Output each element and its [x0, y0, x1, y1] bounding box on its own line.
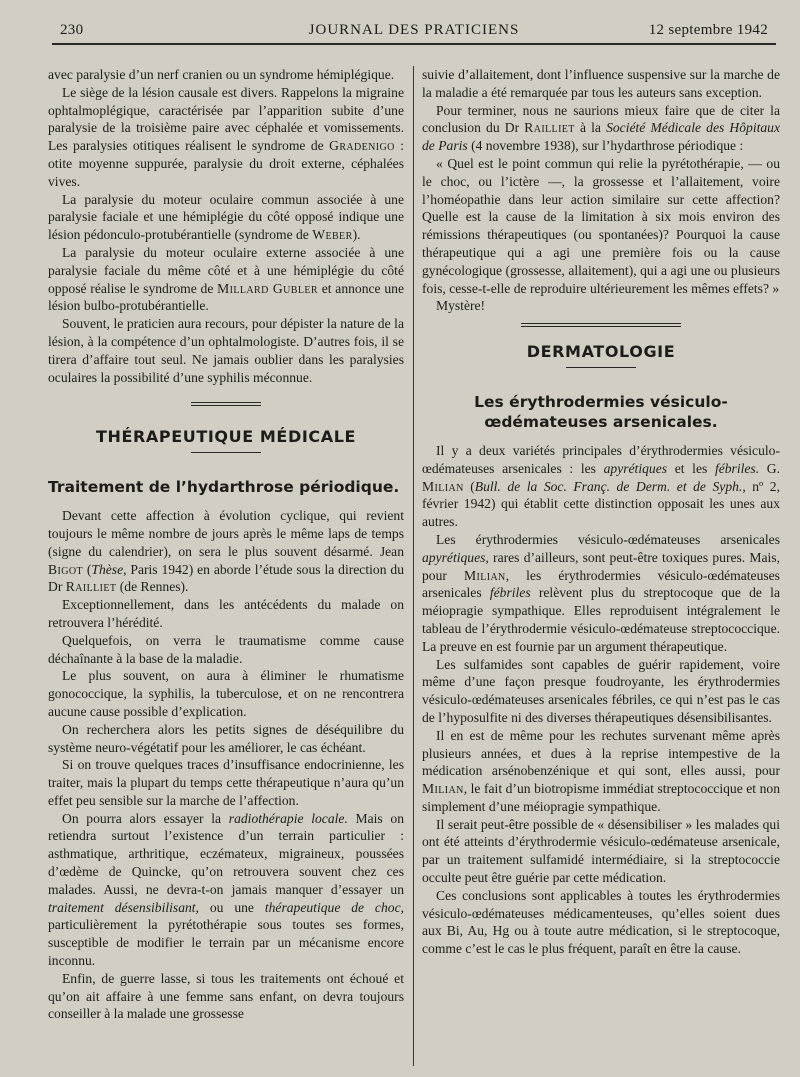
author-name: Gradenigo [329, 138, 395, 154]
paragraph: La paralysie du moteur oculaire commun associée à une paralysie faciale et une hémiplégie du côté opposé indique une lésion pédonculo-protubérantielle (syndrome de Weber). [48, 191, 404, 243]
paragraph: On pourra alors essayer la radiothérapie locale. Mais on retiendra surtout l’existence d’un terrain particulier : asthmatique, arthritique, eczémateux, migraineux, poussées d’œdème de Quincke, qu’on retrouvera souvent chez ces malades. Aussi, ne devra-t-on jamais manquer d’essayer un traitement désensibilisant, ou une thérapeutique de choc, particulièrement la pyrétothérapie sous toutes ses formes, susceptible de modifier le terrain par un mécanisme encore inconnu. [48, 810, 404, 969]
end-rule [521, 323, 681, 324]
right-column [422, 66, 780, 958]
end-rule [191, 402, 261, 406]
paragraph: Le siège de la lésion causale est divers. Rappelons la migraine ophtalmoplégique, caractérisée par l’apparition subite d’une paralysie de la troisième paire avec céphalée et vomissements. Les paralysies otitiques réalisent le syndrome de Gradenigo : otite moyenne suppurée, paralysie du droit externe, céphalées vives. [48, 84, 404, 189]
section-title: DERMATOLOGIE [526, 342, 676, 362]
end-rule [521, 326, 681, 327]
issue-date: 12 septembre 1942 [648, 22, 768, 38]
author-name: Milian [422, 781, 464, 797]
section-rule [191, 452, 261, 453]
author-name: Milian [463, 567, 506, 583]
quotation: « Quel est le point commun qui relie la pyrétothérapie, — ou le choc, ou l’ictère —, la grossesse et l’allaitement, voire l’homéopathie dans leur action similaire sur cette affection? Quelle est la cause de la limitation à six mois environ des rémissions thérapeutiques (ou spontanées)? Pourquoi la cause thérapeutique qui a agi une première fois ou la cause gynécologique (grossesse, allaitement), qui a agi une ou plusieurs fois, cesse-t-elle de reproduire ultérieurement les mêmes effets? » [422, 155, 780, 296]
paragraph: Il serait peut-être possible de « désensibiliser » les malades qui ont été atteints d’érythrodermie vésiculo-œdémateuse arsenicale, par un traitement sulfamidé intermédiaire, si la streptococcie occulte peut être guérie par cette médication. [422, 816, 780, 886]
paragraph: Les sulfamides sont capables de guérir rapidement, voire même d’une façon presque foudroyante, les érythrodermies vésiculo-œdémateuses arsenicales fébriles, ce qui n’est pas le cas de l’hyposulfite ni des diverses thérapeutiques désensibilisantes. [422, 656, 780, 725]
author-name: Railliet [65, 579, 117, 595]
paragraph: Exceptionnellement, dans les antécédents du malade on retrouvera l’hérédité. [48, 597, 404, 630]
paragraph: Les érythrodermies vésiculo-œdémateuses arsenicales apyrétiques, rares d’ailleurs, sont peut-être toxiques pures. Mais, pour Milian, les érythrodermies vésiculo-œdémateuses arsenicales fébriles relèvent plus du streptocoque que de la méiopragie sympathique. Elles reproduisent intégralement le tableau de l’érythrodermie vésiculo-œdémateuse streptococcique. La preuve en est fournie par un argument thérapeutique. [422, 531, 780, 654]
paragraph: avec paralysie d’un nerf cranien ou un syndrome hémiplégique. [48, 67, 395, 82]
section-title: THÉRAPEUTIQUE MÉDICALE [95, 427, 357, 447]
author-name: Weber [312, 227, 353, 243]
paragraph: Pour terminer, nous ne saurions mieux faire que de citer la conclusion du Dr Railliet à la Société Médicale des Hôpitaux de Paris (4 novembre 1938), sur l’hydarthrose périodique : [422, 102, 781, 154]
article-title: Traitement de l’hydarthrose périodique. [48, 478, 400, 497]
author-name: Railliet [524, 120, 575, 136]
article-title: Les érythrodermies vésiculo-œdémateuses arsenicales. [474, 392, 728, 431]
paragraph: Mystère! [436, 298, 486, 314]
paragraph: Si on trouve quelques traces d’insuffisance endocrinienne, les traiter, mais la plupart du temps cette thérapeutique n’aura qu’un effet peu sensible sur la marche de l’affection. [48, 757, 404, 808]
paragraph: Ces conclusions sont applicables à toutes les érythrodermies vésiculo-œdémateuses médicamenteuses, qu’elles soient dues aux Bi, Au, Hg ou à toute autre médication, si le streptocoque, comme c’est le cas le plus fréquent, paraît en être la cause. [422, 887, 780, 957]
paragraph: Le plus souvent, on aura à éliminer le rhumatisme gonococcique, la syphilis, la tuberculose, et on ne rencontrera aucune cause possible d’explication. [48, 668, 404, 719]
paragraph: Devant cette affection à évolution cyclique, qui revient toujours le même nombre de jours après le même laps de temps (signe du calendrier), on sera le plus souvent désarmé. Jean Bigot (Thèse, Paris 1942) en aborde l’étude sous la direction du Dr Railliet (de Rennes). [48, 508, 404, 595]
paragraph: Il en est de même pour les rechutes survenant même après plusieurs années, et dues à la reprise intempestive de la médication arsénobenzénique et qui sont, elles aussi, pour Milian, le fait d’un biotropisme immédiat streptococcique et non simplement d’une méiopragie sympathique. [422, 727, 780, 814]
section-rule [566, 367, 636, 368]
left-column [48, 66, 404, 1023]
page-number: 230 [60, 22, 84, 38]
paragraph: Quelquefois, on verra le traumatisme comme cause déchaînante à la base de la maladie. [48, 632, 404, 666]
header-rule [52, 43, 776, 45]
journal-title: JOURNAL DES PRATICIENS [308, 22, 520, 38]
column-divider [413, 66, 414, 1066]
author-name: Milian [422, 478, 464, 494]
running-head [58, 20, 770, 42]
paragraph: Souvent, le praticien aura recours, pour dépister la nature de la lésion, à la compétence d’un ophtalmologiste. D’autres fois, il se tirera d’affaire tout seul. Ne jamais oublier dans les paralysies oculaires la possibilité d’une syphilis méconnue. [48, 316, 404, 385]
paragraph: On recherchera alors les petits signes de déséquilibre du système neuro-végétatif pour les améliorer, le cas échéant. [48, 721, 404, 755]
author-name: Millard Gubler [217, 280, 318, 296]
paragraph: Il y a deux variétés principales d’érythrodermies vésiculo-œdémateuses arsenicales : les apyrétiques et les fébriles. G. Milian (Bull. de la Soc. Franç. de Derm. et de Syph., nº 2, février 1942) qui établit cette distinction opposait les unes aux autres. [422, 442, 780, 530]
author-name: Bigot [48, 561, 83, 577]
paragraph: La paralysie du moteur oculaire externe associée à une paralysie faciale du même côté et à une hémiplégie du côté opposé réalise le syndrome de Millard Gubler et annonce une lésion bulbo-protubérantielle. [48, 244, 404, 314]
paragraph: suivie d’allaitement, dont l’influence suspensive sur la marche de la maladie a été remarquée par tous les auteurs sans exception. [422, 67, 780, 100]
paragraph: Enfin, de guerre lasse, si tous les traitements ont échoué et qu’on ait affaire à une femme sans enfant, on devra toujours conseiller à la malade une grossesse [48, 970, 404, 1022]
